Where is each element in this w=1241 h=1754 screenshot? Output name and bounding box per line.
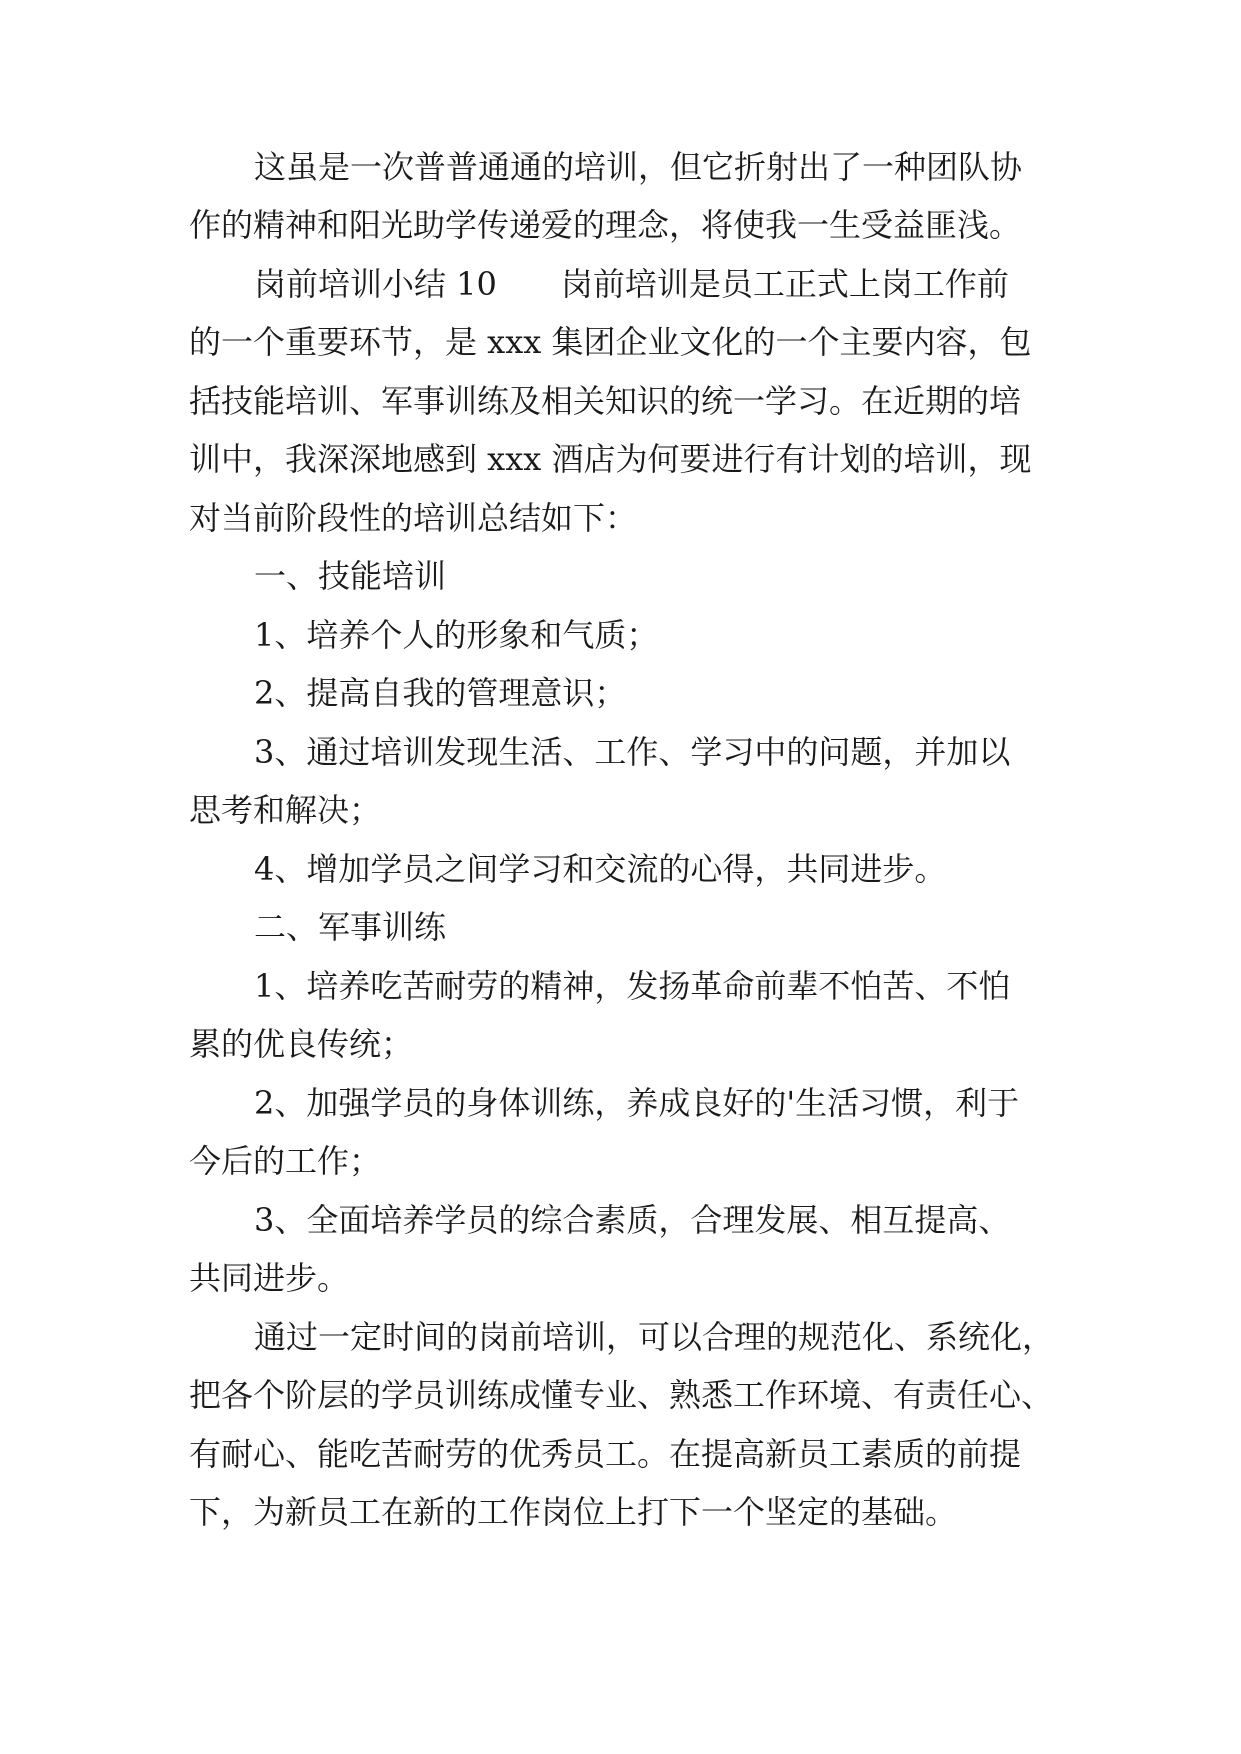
- text-line: 岗前培训小结 10 岗前培训是员工正式上岗工作前: [254, 265, 1009, 303]
- text-line: 训中，我深深地感到 xxx 酒店为何要进行有计划的培训，现: [189, 440, 1032, 478]
- text-line: 把各个阶层的学员训练成懂专业、熟悉工作环境、有责任心、: [189, 1376, 1054, 1414]
- list-item: 2、提高自我的管理意识；: [254, 674, 627, 712]
- list-item: 4、增加学员之间学习和交流的心得，共同进步。: [254, 850, 947, 888]
- text-line: 下，为新员工在新的工作岗位上打下一个坚定的基础。: [189, 1493, 958, 1531]
- text-line: 括技能培训、军事训练及相关知识的统一学习。在近期的培: [189, 382, 1022, 420]
- section-heading: 一、技能培训: [254, 557, 447, 595]
- text-line: 今后的工作；: [189, 1142, 382, 1180]
- text-line: 通过一定时间的岗前培训，可以合理的规范化、系统化，: [254, 1318, 1055, 1356]
- text-line: 有耐心、能吃苦耐劳的优秀员工。在提高新员工素质的前提: [189, 1435, 1022, 1473]
- list-item: 1、培养吃苦耐劳的精神，发扬革命前辈不怕苦、不怕: [254, 967, 1011, 1005]
- list-item: 1、培养个人的形象和气质；: [254, 616, 659, 654]
- text-line: 思考和解决；: [189, 791, 382, 829]
- text-line: 累的优良传统；: [189, 1025, 414, 1063]
- list-item: 2、加强学员的身体训练，养成良好的'生活习惯，利于: [254, 1084, 1020, 1122]
- section-heading: 二、军事训练: [254, 908, 447, 946]
- text-line: 对当前阶段性的培训总结如下：: [189, 499, 638, 537]
- list-item: 3、通过培训发现生活、工作、学习中的问题，并加以: [254, 733, 1011, 771]
- text-line: 这虽是一次普普通通的培训，但它折射出了一种团队协: [254, 148, 1023, 186]
- list-item: 3、全面培养学员的综合素质，合理发展、相互提高、: [254, 1201, 1011, 1239]
- text-line: 共同进步。: [189, 1259, 350, 1297]
- text-line: 的一个重要环节，是 xxx 集团企业文化的一个主要内容，包: [189, 323, 1032, 361]
- text-line: 作的精神和阳光助学传递爱的理念，将使我一生受益匪浅。: [189, 206, 1022, 244]
